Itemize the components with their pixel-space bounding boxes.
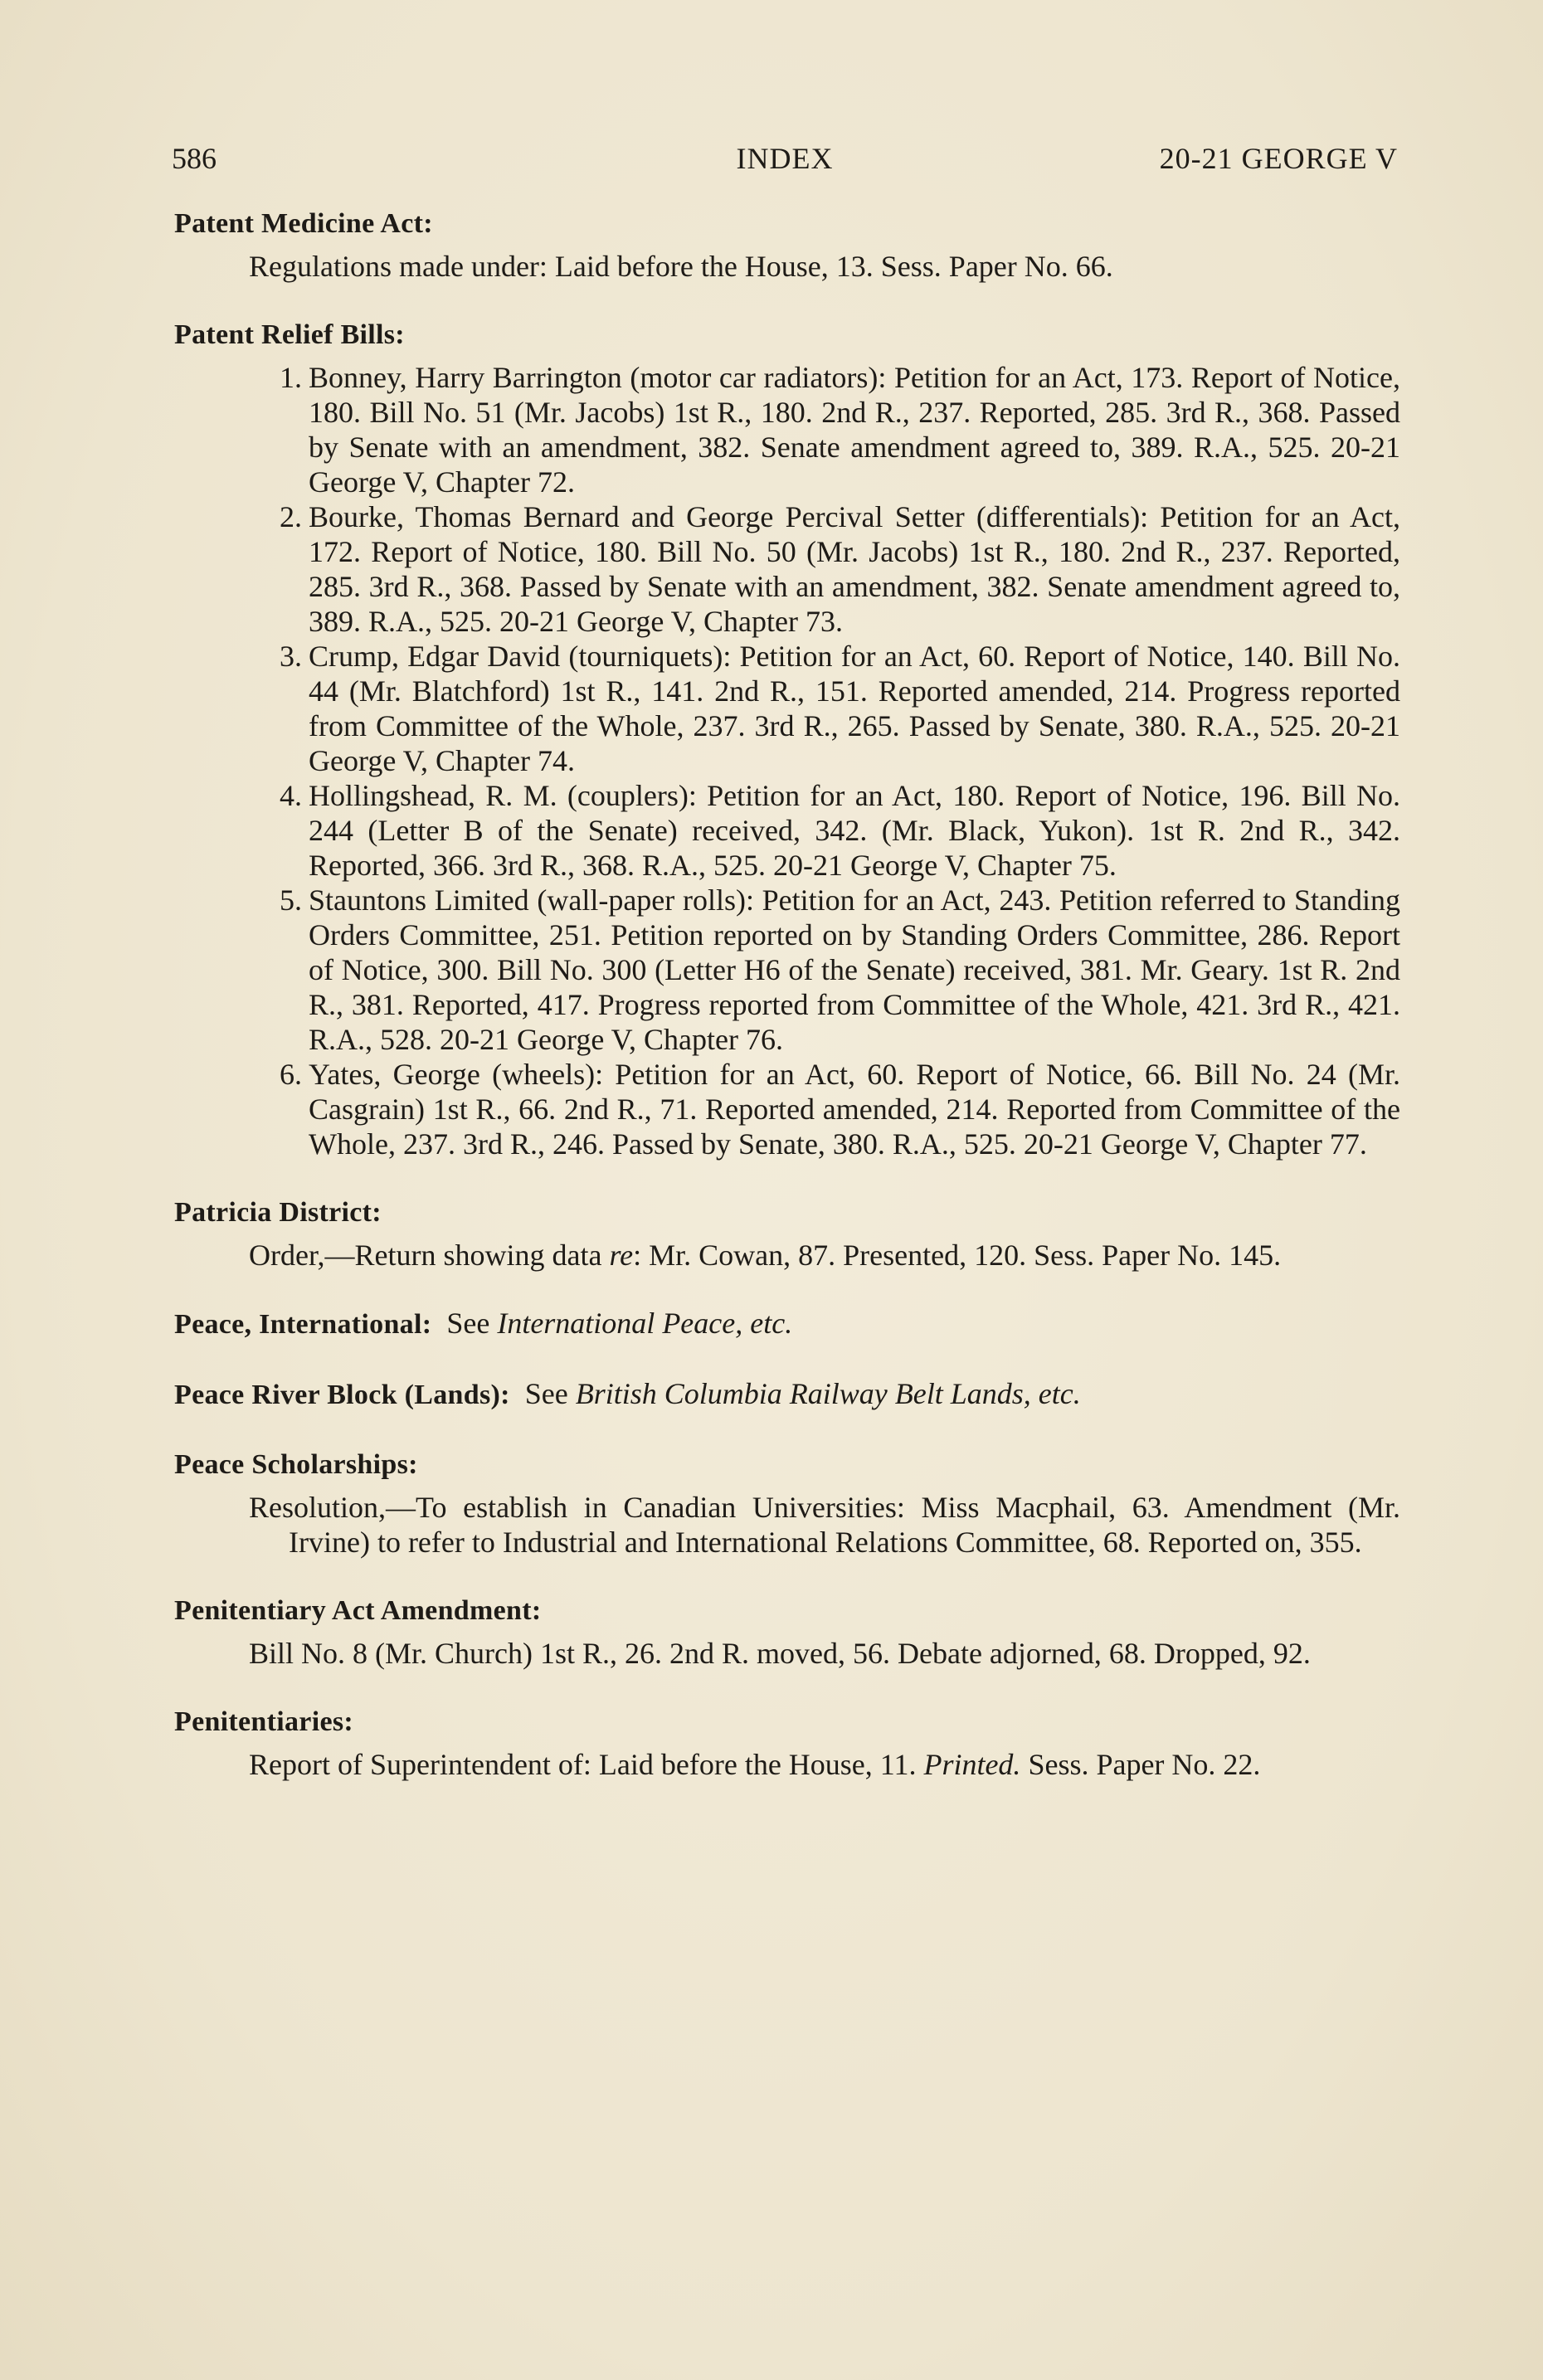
- running-head-reign: 20-21 GEORGE V: [1159, 142, 1398, 175]
- item-number: 2.: [280, 500, 302, 533]
- entry-subentry: Bill No. 8 (Mr. Church) 1st R., 26. 2nd R. moved, 56. Debate adjorned, 68. Dropped, 92.: [249, 1637, 1311, 1670]
- item-number: 1.: [280, 361, 302, 394]
- index-body: [174, 206, 1400, 1815]
- subentry-text: Order,—Return showing data: [249, 1239, 610, 1272]
- item-number: 3.: [280, 640, 302, 673]
- item-text: Bourke, Thomas Bernard and George Percival Setter (differentials): Petition for an Act, 172. Report of Notice, 180. Bill No. 50 (Mr. Jacobs) 1st R., 180. 2nd R., 237. Reported, 285. 3rd R., 368. Passed by Senate with an amendment, 382. Senate amendment agreed to, 389. R.A., 525. 20-21 George V, Chapter 73.: [309, 500, 1400, 638]
- list-item: [174, 1057, 1400, 1161]
- entry-heading: Peace Scholarships:: [174, 1449, 418, 1480]
- list-item: [174, 499, 1400, 639]
- entry-subentry: [174, 1747, 1400, 1782]
- see-target: British Columbia Railway Belt Lands, etc.: [575, 1377, 1081, 1410]
- item-text: Crump, Edgar David (tourniquets): Petition for an Act, 60. Report of Notice, 140. Bill No. 44 (Mr. Blatchford) 1st R., 141. 2nd R., 151. Reported amended, 214. Progress reported from Committee of the Whole, 237. 3rd R., 265. Passed by Senate, 380. R.A., 525. 20-21 George V, Chapter 74.: [309, 640, 1400, 777]
- entry-peace-scholarships: [174, 1447, 1400, 1560]
- entry-subentry: [174, 1238, 1400, 1273]
- entry-heading: Penitentiaries:: [174, 1706, 353, 1737]
- list-item: [174, 883, 1400, 1057]
- entry-heading: Peace River Block (Lands):: [174, 1380, 510, 1410]
- entry-subentry: Resolution,—To establish in Canadian Universities: Miss Macphail, 63. Amendment (Mr. Irvine) to refer to Industrial and International Relations Committee, 68. Reported on, 355.: [249, 1491, 1400, 1559]
- item-text: Hollingshead, R. M. (couplers): Petition for an Act, 180. Report of Notice, 196. Bill No. 244 (Letter B of the Senate) received, 342. (Mr. Black, Yukon). 1st R. 2nd R., 342. Reported, 366. 3rd R., 368. R.A., 525. 20-21 George V, Chapter 75.: [309, 779, 1400, 882]
- entry-heading: Patricia District:: [174, 1197, 382, 1228]
- numbered-subentries: [174, 360, 1400, 1161]
- list-item: [174, 639, 1400, 778]
- subentry-text: : Mr. Cowan, 87. Presented, 120. Sess. Paper No. 145.: [633, 1239, 1282, 1272]
- entry-heading: Penitentiary Act Amendment:: [174, 1595, 542, 1626]
- entry-patricia-district: [174, 1195, 1400, 1273]
- see-reference: See: [524, 1377, 568, 1410]
- subentry-text: Sess. Paper No. 22.: [1020, 1748, 1261, 1781]
- subentry-text: Report of Superintendent of: Laid before the House, 11.: [249, 1748, 924, 1781]
- entry-penitentiaries: [174, 1704, 1400, 1782]
- subentry-italic: Printed.: [923, 1748, 1021, 1781]
- entry-heading: Patent Medicine Act:: [174, 208, 433, 239]
- entry-peace-river-block: [174, 1376, 1400, 1414]
- entry-subentry: Regulations made under: Laid before the House, 13. Sess. Paper No. 66.: [249, 250, 1113, 283]
- see-target: International Peace, etc.: [497, 1307, 793, 1340]
- entry-patent-medicine-act: [174, 206, 1400, 284]
- entry-patent-relief-bills: [174, 317, 1400, 1161]
- see-reference: See: [446, 1307, 490, 1340]
- entry-penitentiary-act-amendment: [174, 1593, 1400, 1671]
- item-number: 6.: [280, 1058, 302, 1091]
- running-head-title: INDEX: [736, 142, 834, 175]
- entry-heading: Patent Relief Bills:: [174, 319, 405, 350]
- item-number: 5.: [280, 883, 302, 917]
- page-number: 586: [172, 142, 217, 175]
- list-item: [174, 360, 1400, 499]
- entry-peace-international: [174, 1306, 1400, 1343]
- item-text: Yates, George (wheels): Petition for an Act, 60. Report of Notice, 66. Bill No. 24 (Mr. Casgrain) 1st R., 66. 2nd R., 71. Reported amended, 214. Reported from Committee of the Whole, 237. 3rd R., 246. Passed by Senate, 380. R.A., 525. 20-21 George V, Chapter 77.: [309, 1058, 1400, 1161]
- entry-heading: Peace, International:: [174, 1309, 432, 1340]
- subentry-italic: re: [609, 1239, 634, 1272]
- running-head: [172, 138, 1398, 179]
- item-number: 4.: [280, 779, 302, 812]
- item-text: Stauntons Limited (wall-paper rolls): Petition for an Act, 243. Petition referred to Standing Orders Committee, 251. Petition reported on by Standing Orders Committee, 286. Report of Notice, 300. Bill No. 300 (Letter H6 of the Senate) received, 381. Mr. Geary. 1st R. 2nd R., 381. Reported, 417. Progress reported from Committee of the Whole, 421. 3rd R., 421. R.A., 528. 20-21 George V, Chapter 76.: [309, 883, 1400, 1056]
- item-text: Bonney, Harry Barrington (motor car radiators): Petition for an Act, 173. Report of Notice, 180. Bill No. 51 (Mr. Jacobs) 1st R., 180. 2nd R., 237. Reported, 285. 3rd R., 368. Passed by Senate with an amendment, 382. Senate amendment agreed to, 389. R.A., 525. 20-21 George V, Chapter 72.: [309, 361, 1400, 499]
- list-item: [174, 778, 1400, 883]
